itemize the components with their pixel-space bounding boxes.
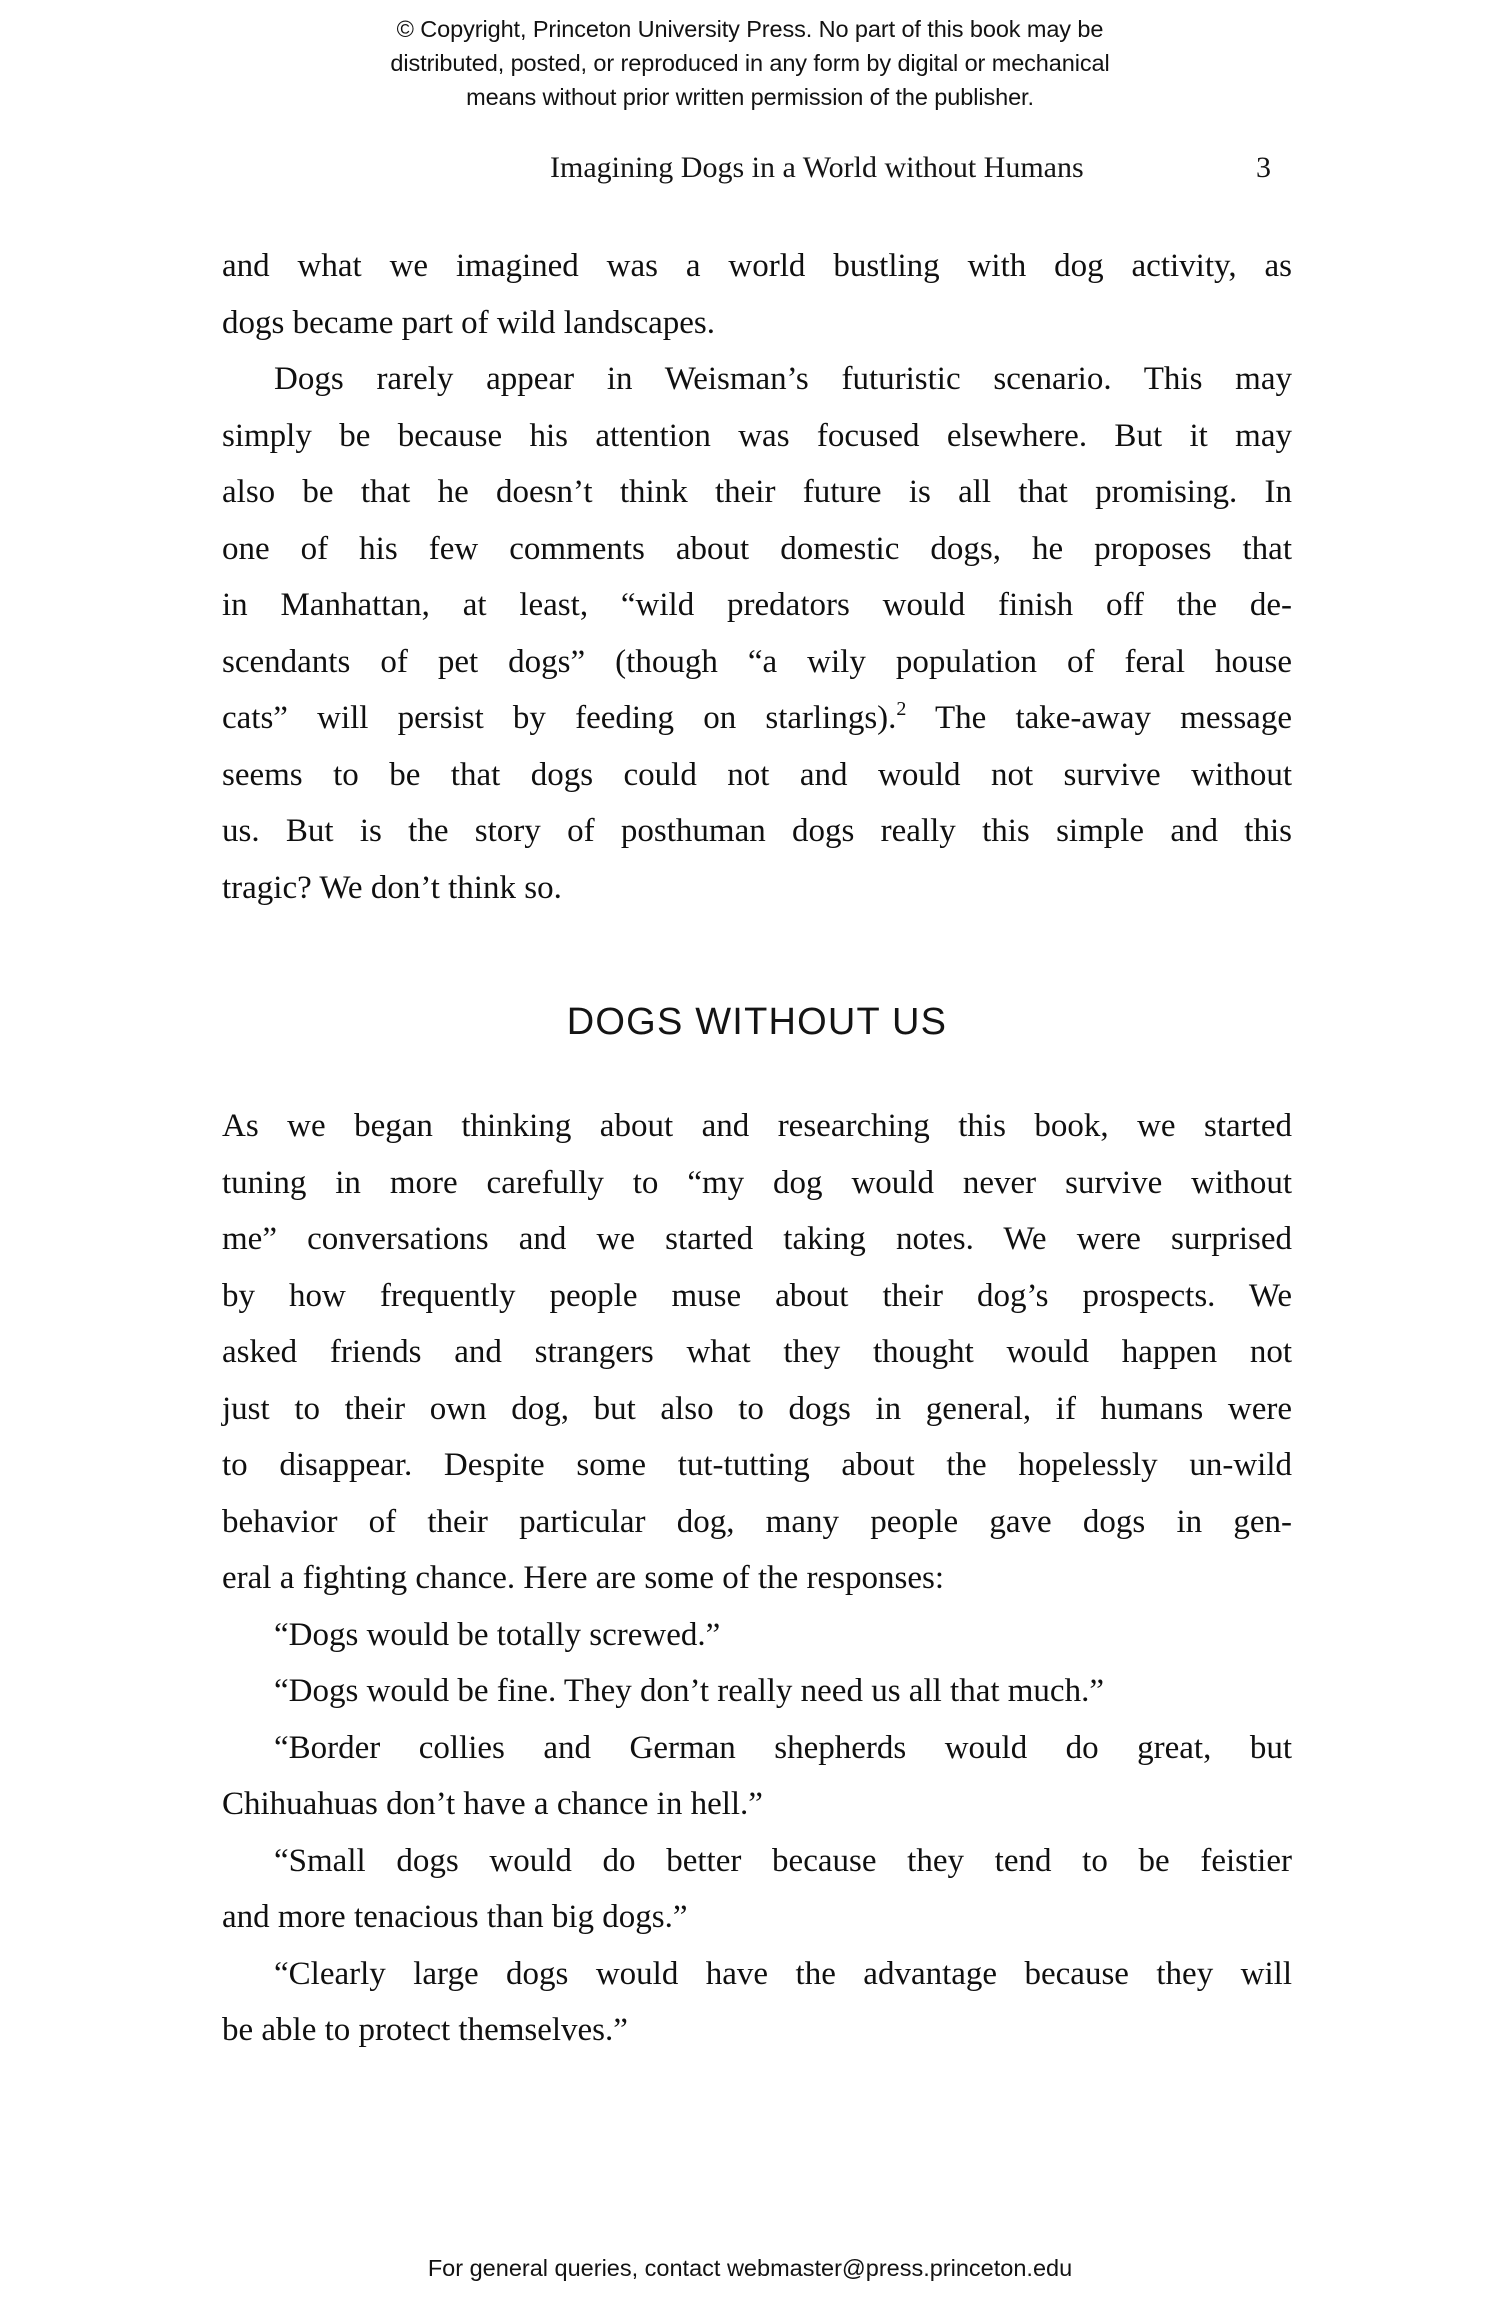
copyright-line-1: © Copyright, Princeton University Press. No part of this book may be [396,16,1104,42]
copyright-line-2: distributed, posted, or reproduced in any form by digital or mechanical [390,50,1110,76]
text-line-with-footnote [222,690,1292,747]
text-line: scendants of pet dogs” (though “a wily population of feral house [222,643,1292,680]
text-line: behavior of their particular dog, many people gave dogs in gen- [222,1503,1292,1540]
text-line: just to their own dog, but also to dogs in general, if humans were [222,1390,1292,1427]
text-line: “Dogs would be totally screwed.” [274,1616,721,1653]
text-line: Chihuahuas don’t have a chance in hell.” [222,1786,763,1822]
text-line: “Small dogs would do better because they tend to be feistier [274,1842,1292,1879]
section-heading: DOGS WITHOUT US [566,1001,948,1043]
text-line: dogs became part of wild landscapes. [222,304,716,341]
footnote-marker: 2 [896,698,907,720]
text-line: seems to be that dogs could not and would not survive without [222,756,1292,793]
quote-response-1 [222,1607,1292,1664]
text-line: As we began thinking about and researching this book, we started [222,1108,1292,1144]
page-number: 3 [1256,151,1271,184]
running-head [222,147,1290,189]
text-fragment: The take-away message [906,700,1292,736]
text-line: by how frequently people muse about their dog’s prospects. We [222,1277,1292,1314]
text-line: and what we imagined was a world bustling with dog activity, as [222,248,1292,284]
text-line: “Border collies and German shepherds would do great, but [274,1729,1292,1766]
text-line: and more tenacious than big dogs.” [222,1899,688,1935]
text-line: me” conversations and we started taking notes. We were surprised [222,1221,1292,1257]
quote-response-5 [222,1946,1292,2059]
text-line: to disappear. Despite some tut-tutting about the hopelessly un-wild [222,1447,1292,1483]
text-line: be able to protect themselves.” [222,2012,628,2048]
text-line: in Manhattan, at least, “wild predators would finish off the de- [222,587,1292,623]
copyright-notice [0,12,1500,114]
text-line: simply be because his attention was focused elsewhere. But it may [222,417,1292,454]
text-line: Dogs rarely appear in Weisman’s futuristic scenario. This may [274,361,1292,397]
text-line: also be that he doesn’t think their future is all that promising. In [222,474,1292,510]
text-line: asked friends and strangers what they thought would happen not [222,1334,1292,1370]
text-line: “Dogs would be fine. They don’t really need us all that much.” [274,1673,1104,1709]
copyright-line-3: means without prior written permission of the publisher. [466,84,1034,110]
quote-response-3 [222,1720,1292,1833]
spacer [222,916,1292,998]
paragraph-dogs-without-us [222,1098,1292,1607]
paragraph-continuation [222,238,1292,351]
text-line: eral a fighting chance. Here are some of the responses: [222,1560,945,1596]
text-fragment: cats” will persist by feeding on starlings). [222,700,897,736]
footer-queries-notice: For general queries, contact webmaster@press.princeton.edu [427,2255,1073,2281]
body-text-column [222,238,1292,2059]
text-line: “Clearly large dogs would have the advantage because they will [274,1955,1292,1992]
spacer [222,1046,1292,1098]
running-head-title: Imagining Dogs in a World without Humans [550,151,1084,184]
quote-response-2 [222,1663,1292,1720]
paragraph-weisman [222,351,1292,916]
text-line: one of his few comments about domestic dogs, he proposes that [222,530,1292,567]
quote-response-4 [222,1833,1292,1946]
text-line: tragic? We don’t think so. [222,869,562,906]
text-line: us. But is the story of posthuman dogs really this simple and this [222,813,1292,849]
text-line: tuning in more carefully to “my dog would never survive without [222,1164,1292,1201]
